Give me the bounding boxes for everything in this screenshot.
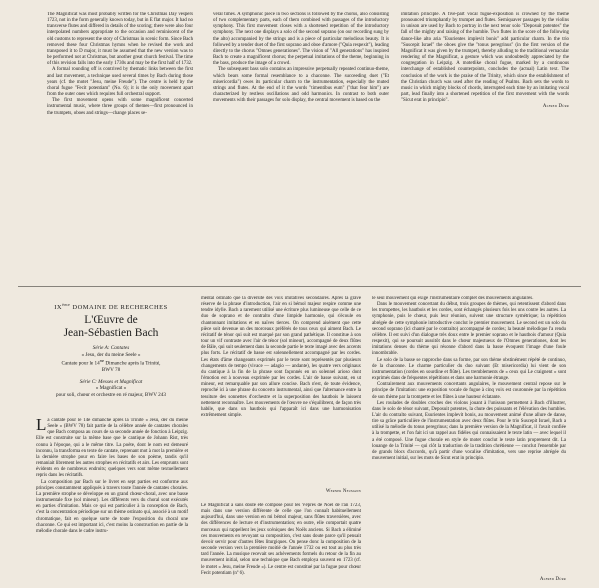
paragraph: Le solo de la basse se rapproche dans sa forme, par son thème obstinément répété de continuo, de la chaconne. Le charme particulier du duo suivant (Et misericordia) lui vient de son instrumentation (cordes en sourdine et flûte). Les tremblements de « ceux qui Le craignent » sont exprimés dans de fréquentes répétitions et dans une harmonie étrange. <box>372 357 566 382</box>
section-divider <box>18 286 581 287</box>
french-column-1 <box>36 418 188 583</box>
paragraph: le seul mouvement qui exige l'instrumentaire complet des mouvements angulaires. <box>372 296 534 301</box>
paragraph: La cantate pour le 14e dimanche après la Trinité « Jesu, der du meine Seele » (BWV 78) fait partie de la célèbre année de cantates chorales que Bach composa au cours de sa seconde année de fonction à Leipzig. Elle est construite sur la même base que le cantique de Johann Rist, très connu à l'époque, qui a le même titre. La poète, dont le nom est demeuré inconnu, la transforma en texte de cantate, reprenant mot à mot la première et la dernière strophe pour en faire les bases de son poème, tandis qu'il remaniait librement les autres strophes en récitatifs et airs. Les emprunts sont évidents en de nombreux endroits; quelques vers sont même textuellement repris dans les récitatifs. <box>36 418 188 479</box>
french-column-3 <box>372 296 566 576</box>
author-signature: Werner Neumann <box>325 489 361 494</box>
french-column-2-bottom <box>201 503 361 583</box>
paragraph: Le Magnificat a sans doute été composé pour les Vêpres de Noël de l'an 1723, mais dans une version différente de celle que l'on connaît habituellement aujourd'hui, dans une version en mi bémol majeur, sans flûtes traversières, avec des différences de lecture et d'instrumentation; en outre, elle comportait quatre morceaux qui rappellent les jeux scéniques des Noëls anciens. Si Bach a éliminé ces mouvements en revoyant sa composition, c'est sans doute parce qu'il pensait devoir servir pour d'autres fêtes liturgiques. On pense donc la composition de la seconde version vers la première moitié de l'année 1732 ou est tout au plus très tard l'année. La musique recevait ses achèvements formels du retour de la fin au mouvement initial, selon une technique que Bach employa souvent en 1723 (cf. le motet « Jesu, meine Freude »). Le centre est constitué par la fugue pour chœur Fecit potentiam (nº 6). <box>201 503 361 576</box>
series-label: IXème DOMAINE DE RECHERCHES <box>54 302 168 312</box>
french-column-2-top <box>201 296 361 488</box>
work-title-line-2: Jean-Sébastien Bach <box>63 327 159 340</box>
author-signature: Alfred Dürr <box>539 577 566 582</box>
paragraph: Contrairement aux mouvements concertants angulaires, le mouvement central repose sur le principe de l'imitation: une exposition vocale de fugue à cinq voix est couronnée par la répétition de son thème par la trompette et les flûtes à une hauteur éclatante. <box>372 382 566 400</box>
paragraph: A formal rounding off is contrived by thematic links between the first and last movement, a technique used several times by Bach during those years (cf. the motet "Jesu, meine Freude"). The centre is held by the choral fugue "Fecit potentiam" (No. 6); it is the only movement apart from the outer ones which requires full orchestral support. <box>47 67 193 98</box>
drop-cap: L <box>36 418 47 434</box>
work-title-line-1: L'Œuvre de <box>84 314 138 327</box>
paragraph: veral times. A symphonic piece in two sections is followed by the chorus, also consisting of two complementary parts, each of them combined with passages of the introductory symphony. This first movement closes with a shortened repetition of the introductory symphony. The next one displays a solo of the second soprano (on our recording sung by the alto) accompanied by the strings and is a piece of particular melodious beauty. It is followed by a tender duet of the first soprano and oboe d'amore ("Quia respexit"), leading directly to the chorus "Omnes generationes". The vision of "All generations" has inspired Bach to create a magnificent chorus; the perpetual imitations of the theme, beginning in the bass, produce the image of a crowd. <box>213 12 389 67</box>
magnificat-title: « Magnificat » <box>95 385 127 392</box>
paragraph: Les roulades de doubles croches des violons jouant à l'unisson permettent à Bach d'illustrer, dans le solo de ténor suivant, Deposuit potentes, la chute des puissants et l'élévation des humbles. L'air du contralto suivant, Esurientes implevit bonis, au mouvement animé d'une allure de danse, tire sa grâce particulière de l'instrumentation avec deux flûtes. Pour le trio Suscepit Israel, Bach a utilisé la mélodie du tonus peregrinus; dans la première version de la Magnificat, il l'avait confiée à la trompette, et l'on fait ici un rappel aux fidèles qui connaissaient le texte latin — avec lequel il a été composé. Une fugue chorale en style de motet conclut le texte latin proprement dit. La louange de la Trinité — qui clôt la traduction de la tradition chrétienne — conclut l'ensemble par de grands blocs d'accords, qu'à partir d'une vocalise d'imitation, vers une reprise abrégée du mouvement initial, sur les mots de Sicut erat in principio. <box>372 400 566 462</box>
magnificat-description: pour soli, chœur et orchestre en ré majeur, BWV 243 <box>56 391 166 398</box>
paragraph: La composition par Bach sur le livret en sept parties est conforme aux principes constamment appliqués à travers toute l'année de cantates chorales. La première strophe se développe en un grand chœur-choral, avec une basse instrumentale fixe (sol mineur). Les différents vers du choral sont exécutés en parties d'imitation. Mais ce qui est particulier à la conception de Bach, c'est la concentration périodique sur un thème ostinato qui, associé à un motif chromatique, fait en quelque sorte de toute l'exposition du choral une chaconne. Ce qui est important ici, c'est moins la construction en partie de la mélodie chorale dans le cadre instru- <box>36 479 188 534</box>
author-signature: Alfred Dürr <box>542 104 569 110</box>
english-column-3 <box>401 12 569 282</box>
english-column-2 <box>213 12 389 282</box>
paragraph: The subsequent bass solo contains an impressive perpetually repeated continuo-theme, which bears some formal resemblance to a chaconne. The succeeding duet ("Et misericordia") owes its particular charm to the instrumentation, especially the muted strings and flutes. At the end of it the words "timentibus eum" ("that fear him") are characterized by restless oscillations and odd harmonics. In contrast to both outer movements with their passages for solo display, the central movement is based on the <box>213 67 389 104</box>
french-heading <box>36 302 186 398</box>
english-column-1 <box>47 12 193 282</box>
paragraph: The Magnificat was most probably written for the Christmas Day vespers 1723, not in the form generally known today, but in E flat major. It had no transverse flutes and differed in details of the scoring; there were also four interpolated numbers appropriate to the occasion and reminiscent of the old customs to represent the story of Christmas in scenic form. Since Bach removed these four Christmas hymns when he revised the work and transposed it to D major, it must be assumed that the new version was to be performed not at Christmas, but another great church festival. The time of this revision falls into the early 1730s and may be the first half of 1732. <box>47 12 193 67</box>
cantata-bwv: BWV 78 <box>101 367 121 374</box>
paragraph: imitation principle. A five-part vocal fugue-exposition is crowned by the theme pronounced triumphantly by trumpet and flutes. Semiquaver passages by the violins in unison are used by Bach to portray in the next tenor solo "Deposuit potentes" the fall of the mighty and raising of the humble. Two flutes in the score of the following dance-like alto aria "Esurientes implevit bonis" add particular charm. In the trio "Suscepit Israel" the oboes give the "tonus peregrinus" (in the first version of the Magnificat it was given by the trumpet), thereby alluding to the traditional vernacular rendering of the Magnificat, a gesture which was undoubtedly appreciated by the congregation in Leipzig. A motetlike choral fugue, marked by a continuous interchange of established counterpoints, concludes the (actual) Latin text. The conclusion of the work is the praise of the Trinity, which since the establishment of the Christian church was used after the reading of Psalms. Bach sets the words to music in which mighty blocks of chords, interrupted each time by an imitating vocal part, lead finally into a shortened repetition of the first movement with the words "Sicut erat in principio". <box>401 12 569 104</box>
serie-a-label: Série A: Cantates <box>92 345 130 352</box>
cantata-description: Cantate pour le $14^{me}$ Dimanche après la Trinité, <box>61 359 161 367</box>
cantata-title: « Jesu, der du meine Seele » <box>81 351 141 358</box>
paragraph: Dans le mouvement concertant du début, trois groupes de thèmes, qui retentissent d'abord dans les trompettes, les hautbois et les cordes, sont échangés plusieurs fois les uns contre les autres. La symphonie, puis le chœur, puis leur réunion, suivent une structure symétrique; la répétition abrégée de cette symphonie introductive conclut le premier mouvement. Le second est un solo du second soprano (ici chanté par le contralto) accompagné de cordes; la beauté mélodique l'a rendu célèbre. Il est suivi d'un dialogue très doux entre le premier soprano et le hautbois d'amour (Quia respexit), qui se poursuit aussitôt dans le chœur majestueux de l'Omnes generationes, dont les imitations denses du thème qui résonne d'abord dans la basse évoquent l'image d'une foule innombrable. <box>372 302 566 357</box>
paragraph: mental ostinato que la diversité des voix imitatives secondaires. Après la grave réserve de la phrase d'introduction, l'air en si bémol majeur respire comme une tendre idylle. Bach a rarement utilisé une écriture plus lumineuse que celle de ce duo de soprano et de contralto d'une limpide harmonie, qui s'écoule en chantonnant imitations et en naïves tierces. On comprend aisément que cette pièce soit devenue un des morceaux préférés de tous ceux qui aiment Bach. Le récitatif de ténor qui suit est marqué par son grand pathétique. Il constitue à son tour un vif contraste avec l'air de ténor (sol mineur), accompagné de deux flûtes de Bâle, qui suit seulement dans la seconde partie le texte imagé avec des accents plus forts. Le récitatif de basse est solennellement accompagné par les cordes. Les états d'âme changeants exprimés par le texte sont représentés par plusieurs changements de tempo (vivace — adagio — andante), les quatre vers originaux du cantique à la fin de la phrase sont façonnés en un solennel arioso dont l'émotion est à nouveau exprimée par les cordes. L'air de basse suivant, en ut mineur, est remarquable par son allure concise. Bach n'est, de toute évidence, reproché ici à une phrase du concerto instrumental, ainsi que l'alternance entre la tessiture des sonnettes d'orchestre et la superposition des hautbois le laissent nettement reconnaître. Les mouvements de l'œuvre ne s'équilibrent, de façon très habile, que dans un hautbois qui l'apparaît ici dans une harmonisation extrêmement simple. <box>201 296 361 418</box>
serie-c-label: Série C: Messes et Magnificat <box>79 378 143 385</box>
paragraph: The first movement opens with some magnificent concerted instrumental music, where three groups of themes—first pronounced in the trumpets, oboes and strings—change places se- <box>47 98 193 116</box>
